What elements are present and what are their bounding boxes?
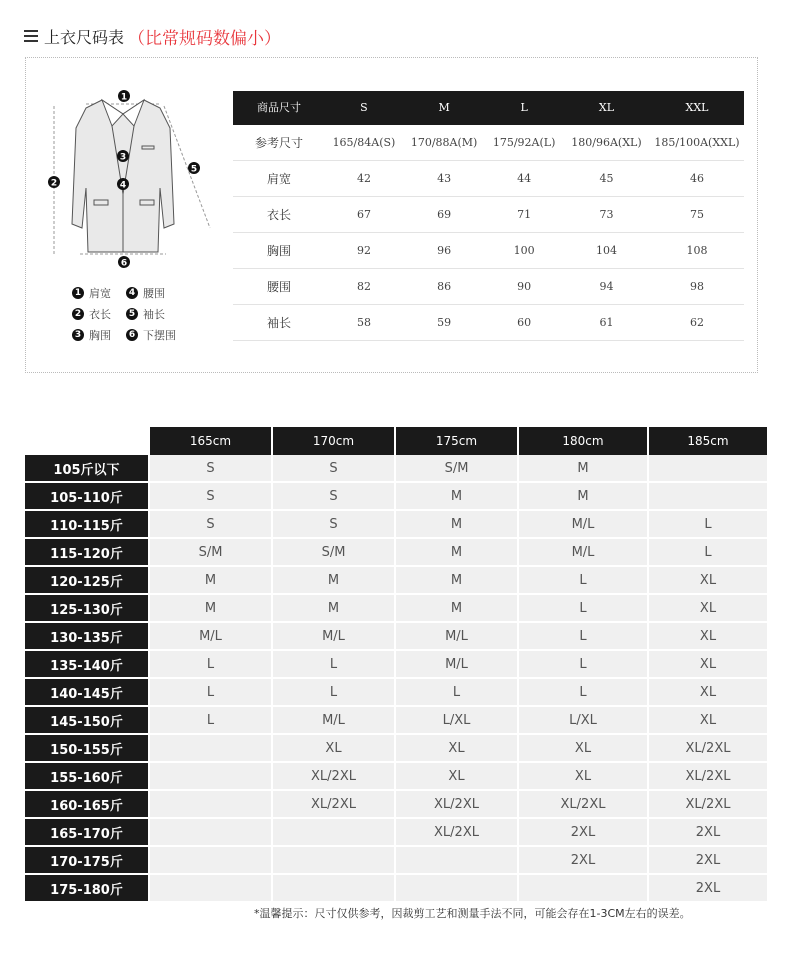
recommend-row [25, 623, 767, 651]
svg-text:2: 2 [50, 178, 58, 189]
recommended-size: XL [649, 707, 767, 735]
size-row [233, 124, 744, 161]
height-header: 180cm [519, 427, 647, 455]
recommended-size: 2XL [519, 847, 647, 875]
recommended-size: XL/2XL [273, 791, 394, 819]
marker-1 [118, 90, 130, 103]
garment-size-table [233, 91, 744, 341]
recommend-row [25, 651, 767, 679]
recommended-size: M/L [396, 651, 517, 679]
recommended-size: XL [273, 735, 394, 763]
size-value: 90 [485, 269, 563, 305]
recommended-size: M [273, 567, 394, 595]
height-header: 185cm [649, 427, 767, 455]
recommended-size: L/XL [519, 707, 647, 735]
recommended-size: M/L [519, 511, 647, 539]
recommended-size [273, 847, 394, 875]
size-row [233, 305, 744, 341]
recommended-size [396, 847, 517, 875]
recommended-size: L [396, 679, 517, 707]
recommend-row [25, 567, 767, 595]
size-value: 61 [563, 305, 650, 341]
recommended-size: M/L [150, 623, 271, 651]
recommend-row [25, 791, 767, 819]
size-value: 108 [650, 233, 744, 269]
recommend-row [25, 763, 767, 791]
size-value: 92 [325, 233, 403, 269]
recommended-size: S [150, 455, 271, 483]
recommended-size: M [150, 595, 271, 623]
size-value: 165/84A(S) [325, 124, 403, 161]
recommended-size: L [273, 651, 394, 679]
recommended-size: 2XL [649, 819, 767, 847]
measurement-legend: 1 肩宽 4 腰围 2 衣长 5 袖长 3 胸围 6 下摆围 [72, 282, 212, 345]
column-header: XXL [650, 91, 744, 124]
size-value: 60 [485, 305, 563, 341]
recommend-row [25, 707, 767, 735]
size-value: 175/92A(L) [485, 124, 563, 161]
recommended-size: M [150, 567, 271, 595]
recommended-size: XL [396, 763, 517, 791]
marker-5 [188, 162, 200, 175]
weight-label: 145-150斤 [25, 707, 148, 735]
recommended-size: S [150, 511, 271, 539]
recommended-size: S [150, 483, 271, 511]
recommended-size: M [273, 595, 394, 623]
column-header: M [403, 91, 485, 124]
recommended-size: S [273, 483, 394, 511]
size-value: 82 [325, 269, 403, 305]
size-value: 98 [650, 269, 744, 305]
size-value: 86 [403, 269, 485, 305]
recommended-size: S/M [273, 539, 394, 567]
recommend-row [25, 455, 767, 483]
recommended-size: M [519, 483, 647, 511]
recommended-size [273, 875, 394, 903]
legend-label: 胸围 [89, 328, 111, 342]
recommended-size: L [519, 595, 647, 623]
recommend-row [25, 735, 767, 763]
recommended-size: M/L [273, 623, 394, 651]
recommended-size: L/XL [396, 707, 517, 735]
recommended-size: M [396, 483, 517, 511]
size-value: 62 [650, 305, 744, 341]
weight-label: 140-145斤 [25, 679, 148, 707]
recommended-size: 2XL [649, 875, 767, 903]
recommended-size: XL/2XL [649, 791, 767, 819]
recommended-size: M [396, 511, 517, 539]
svg-text:3: 3 [119, 152, 127, 163]
recommend-row [25, 875, 767, 903]
svg-text:6: 6 [120, 258, 128, 269]
recommended-size [150, 791, 271, 819]
recommended-size: XL [649, 679, 767, 707]
recommended-size: L [150, 651, 271, 679]
legend-label: 袖长 [143, 307, 165, 321]
recommended-size: M [396, 539, 517, 567]
marker-6 [118, 256, 130, 269]
recommended-size: XL/2XL [396, 791, 517, 819]
recommended-size: S/M [150, 539, 271, 567]
row-label: 衣长 [233, 197, 325, 233]
size-value: 71 [485, 197, 563, 233]
size-value: 69 [403, 197, 485, 233]
recommended-size: XL [649, 623, 767, 651]
size-value: 96 [403, 233, 485, 269]
size-value: 94 [563, 269, 650, 305]
size-row [233, 269, 744, 305]
recommended-size: M/L [396, 623, 517, 651]
recommended-size: L [150, 707, 271, 735]
recommended-size: M [396, 595, 517, 623]
weight-label: 115-120斤 [25, 539, 148, 567]
recommended-size: M/L [519, 539, 647, 567]
size-value: 170/88A(M) [403, 124, 485, 161]
recommended-size: S/M [396, 455, 517, 483]
recommended-size: XL [649, 567, 767, 595]
recommended-size: 2XL [649, 847, 767, 875]
height-header: 170cm [273, 427, 394, 455]
legend-label: 下摆围 [143, 328, 176, 342]
size-value: 43 [403, 161, 485, 197]
recommended-size: L [649, 511, 767, 539]
recommended-size: L [150, 679, 271, 707]
recommended-size: L [649, 539, 767, 567]
recommended-size: XL [649, 651, 767, 679]
recommended-size: L [519, 567, 647, 595]
recommended-size: M/L [273, 707, 394, 735]
recommended-size [150, 847, 271, 875]
size-row [233, 161, 744, 197]
size-value: 45 [563, 161, 650, 197]
recommended-size: XL/2XL [273, 763, 394, 791]
recommended-size: XL [519, 735, 647, 763]
recommend-row [25, 483, 767, 511]
size-value: 104 [563, 233, 650, 269]
size-value: 42 [325, 161, 403, 197]
column-header: XL [563, 91, 650, 124]
recommended-size [519, 875, 647, 903]
recommended-size: XL/2XL [649, 763, 767, 791]
weight-label: 155-160斤 [25, 763, 148, 791]
size-value: 44 [485, 161, 563, 197]
recommended-size: XL/2XL [396, 819, 517, 847]
recommended-size: XL [649, 595, 767, 623]
row-label: 参考尺寸 [233, 124, 325, 161]
column-header: L [485, 91, 563, 124]
title-text: 上衣尺码表 [44, 27, 125, 47]
weight-label: 120-125斤 [25, 567, 148, 595]
weight-label: 105-110斤 [25, 483, 148, 511]
recommended-size: M [519, 455, 647, 483]
recommended-size [649, 455, 767, 483]
weight-label: 150-155斤 [25, 735, 148, 763]
recommended-size: S [273, 511, 394, 539]
size-value: 100 [485, 233, 563, 269]
weight-label: 170-175斤 [25, 847, 148, 875]
size-row [233, 233, 744, 269]
size-value: 67 [325, 197, 403, 233]
list-icon [24, 30, 38, 42]
legend-label: 肩宽 [89, 286, 111, 300]
size-row [233, 197, 744, 233]
size-value: 58 [325, 305, 403, 341]
weight-label: 135-140斤 [25, 651, 148, 679]
recommend-row [25, 511, 767, 539]
recommended-size [150, 819, 271, 847]
recommend-row [25, 595, 767, 623]
weight-label: 110-115斤 [25, 511, 148, 539]
recommended-size [649, 483, 767, 511]
recommended-size: 2XL [519, 819, 647, 847]
recommend-row [25, 819, 767, 847]
recommended-size: XL [519, 763, 647, 791]
jacket-diagram [42, 84, 218, 274]
weight-label: 165-170斤 [25, 819, 148, 847]
row-label: 胸围 [233, 233, 325, 269]
size-chart-panel [25, 57, 758, 373]
recommended-size: L [519, 623, 647, 651]
weight-label: 160-165斤 [25, 791, 148, 819]
marker-2 [48, 176, 60, 189]
height-header: 175cm [396, 427, 517, 455]
page-title [24, 24, 281, 48]
svg-text:5: 5 [190, 164, 198, 175]
legend-label: 腰围 [143, 286, 165, 300]
weight-label: 175-180斤 [25, 875, 148, 903]
recommend-row [25, 539, 767, 567]
size-value: 59 [403, 305, 485, 341]
size-value: 46 [650, 161, 744, 197]
recommend-row [25, 847, 767, 875]
svg-text:4: 4 [119, 180, 127, 191]
recommended-size [273, 819, 394, 847]
recommended-size: XL [396, 735, 517, 763]
row-label: 腰围 [233, 269, 325, 305]
recommended-size [150, 763, 271, 791]
size-recommendation-table [23, 427, 769, 903]
weight-label: 105斤以下 [25, 455, 148, 483]
recommended-size: L [519, 679, 647, 707]
size-value: 73 [563, 197, 650, 233]
row-label: 肩宽 [233, 161, 325, 197]
row-label: 袖长 [233, 305, 325, 341]
weight-label: 130-135斤 [25, 623, 148, 651]
size-value: 75 [650, 197, 744, 233]
recommended-size [396, 875, 517, 903]
recommended-size: XL/2XL [519, 791, 647, 819]
recommended-size [150, 875, 271, 903]
corner-cell [25, 427, 148, 455]
recommended-size [150, 735, 271, 763]
size-value: 185/100A(XXL) [650, 124, 744, 161]
column-header: S [325, 91, 403, 124]
recommended-size: L [273, 679, 394, 707]
title-subtitle: （比常规码数偏小） [128, 28, 282, 49]
legend-label: 衣长 [89, 307, 111, 321]
weight-label: 125-130斤 [25, 595, 148, 623]
column-header: 商品尺寸 [233, 91, 325, 124]
height-header: 165cm [150, 427, 271, 455]
recommended-size: L [519, 651, 647, 679]
recommended-size: S [273, 455, 394, 483]
recommended-size: XL/2XL [649, 735, 767, 763]
recommend-row [25, 679, 767, 707]
size-value: 180/96A(XL) [563, 124, 650, 161]
recommended-size: M [396, 567, 517, 595]
svg-text:1: 1 [120, 92, 128, 103]
disclaimer-note: *温馨提示：尺寸仅供参考，因裁剪工艺和测量手法不同，可能会存在1-3CM左右的误差。 [254, 907, 691, 920]
